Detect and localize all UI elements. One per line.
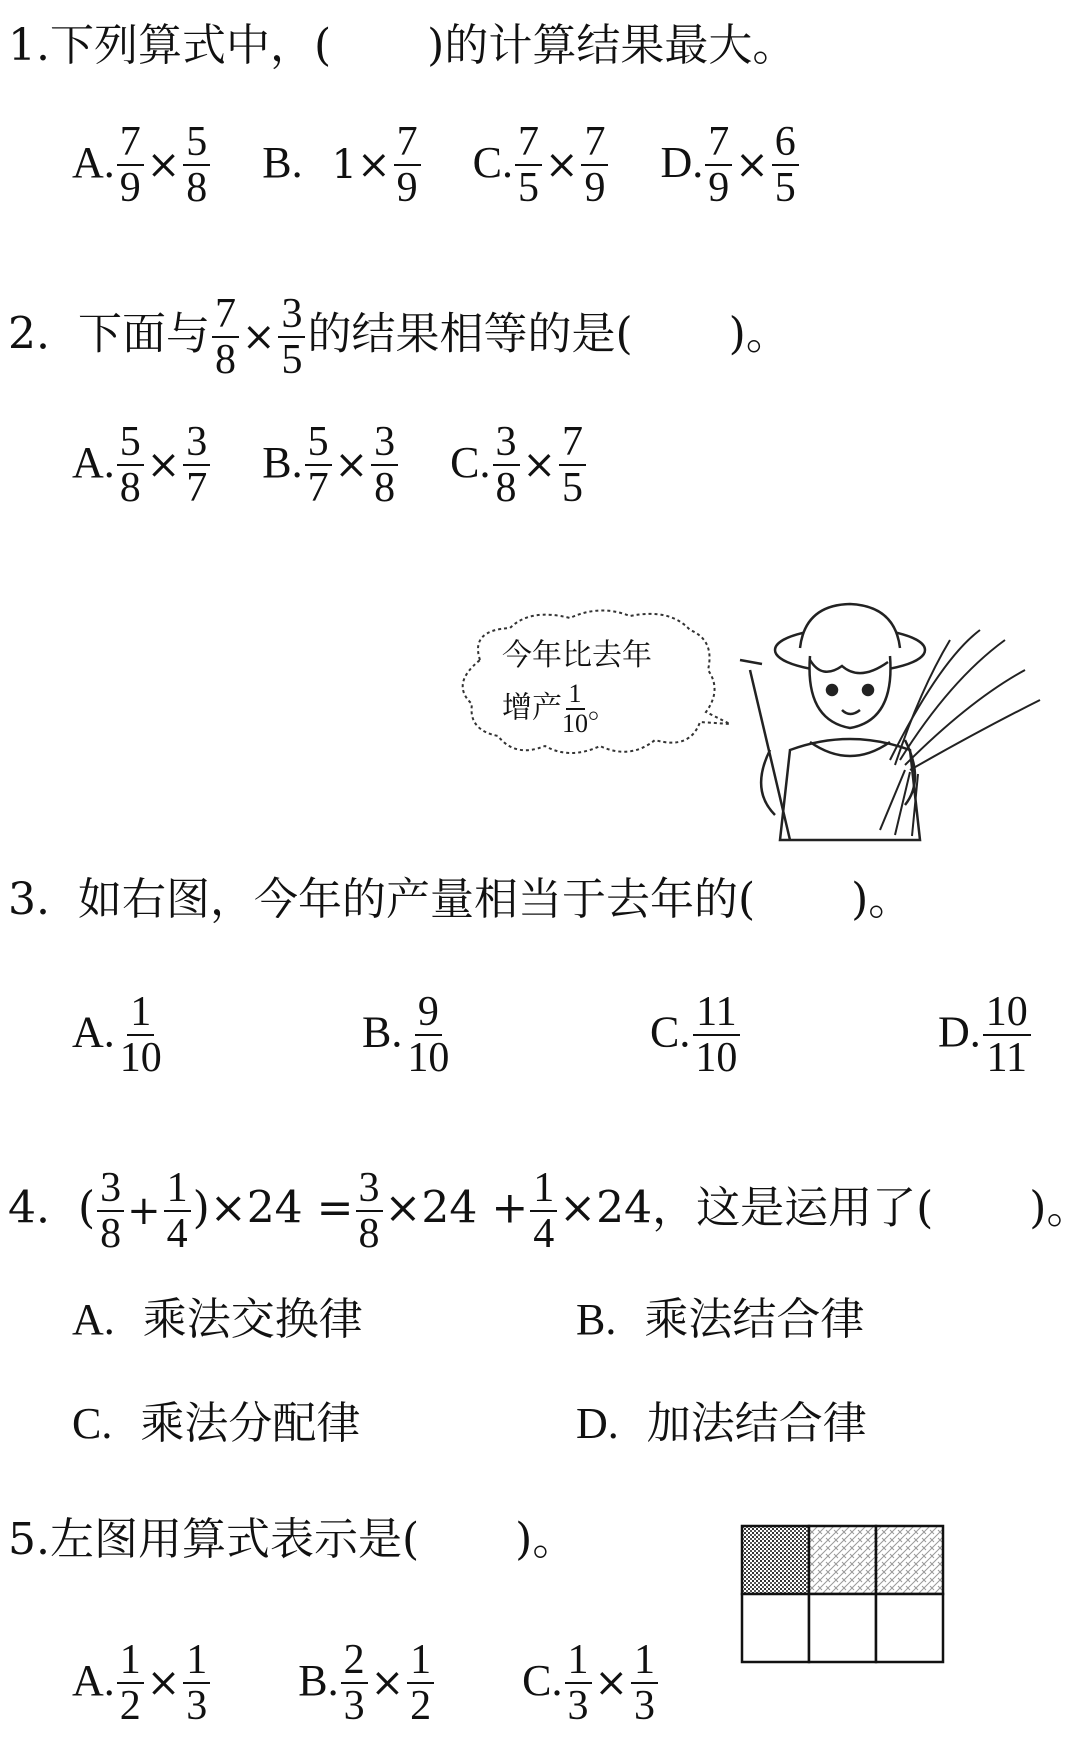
q1-option-a[interactable]: A. $\frac{7}{9}$ × $\frac{5}{8}$ xyxy=(72,137,212,188)
q1-options xyxy=(72,120,801,210)
q5-option-c[interactable]: C. $\frac{1}{3}$ × $\frac{1}{3}$ xyxy=(522,1655,660,1706)
bubble-line-1: 今年比去年 xyxy=(502,638,652,673)
q3-option-b[interactable]: B. $\frac{9}{10}$ xyxy=(362,989,450,1081)
grid-cell-6 xyxy=(876,1594,943,1662)
q5-option-b[interactable]: B. $\frac{2}{3}$ × $\frac{1}{2}$ xyxy=(298,1655,436,1706)
q4-option-b[interactable]: B. 乘法结合律 xyxy=(576,1294,865,1345)
grid-cell-3 xyxy=(876,1526,943,1594)
q2-stem: 2. 下面与 $\frac{7}{8}$ × $\frac{3}{5}$ 的结果相等的是( )。 xyxy=(8,291,790,383)
q5-stem: 5.左图用算式表示是( )。 xyxy=(8,1514,577,1565)
bubble-line-2: 增产 $\frac{1}{10}$ 。 xyxy=(502,679,618,738)
grid-figure xyxy=(740,1524,946,1666)
q3-stem: 3. 如右图，今年的产量相当于去年的( )。 xyxy=(8,874,913,925)
q1-option-d[interactable]: D. $\frac{7}{9}$ × $\frac{6}{5}$ xyxy=(660,137,800,188)
q4-option-c[interactable]: C. 乘法分配律 xyxy=(72,1398,361,1449)
q2-options xyxy=(72,420,588,510)
q3-option-c[interactable]: C. $\frac{11}{10}$ xyxy=(650,990,742,1080)
q2-option-b[interactable]: B. $\frac{5}{7}$ × $\frac{3}{8}$ xyxy=(262,437,400,488)
q4-stem: 4. ( $\frac{3}{8}$ + $\frac{1}{4}$ )×24 = $\frac{3}{8}$ ×24 + $\frac{1}{4}$ ×24，这是运用了( )。 xyxy=(8,1165,1090,1257)
grid-cell-4 xyxy=(742,1594,809,1662)
q3-option-d[interactable]: D. $\frac{10}{11}$ xyxy=(938,990,1033,1080)
q2-option-a[interactable]: A. $\frac{5}{8}$ × $\frac{3}{7}$ xyxy=(72,437,212,488)
grid-cell-5 xyxy=(809,1594,876,1662)
q4-option-d[interactable]: D. 加法结合律 xyxy=(576,1398,867,1449)
q4-option-a[interactable]: A. 乘法交换律 xyxy=(72,1294,363,1345)
farmer-figure xyxy=(740,604,1040,840)
q1-option-b[interactable]: B. 1× $\frac{7}{9}$ xyxy=(262,137,422,188)
q1-stem: 1.下列算式中，( )的计算结果最大。 xyxy=(8,20,797,71)
q5-options xyxy=(72,1638,660,1728)
q2-option-c[interactable]: C. $\frac{3}{8}$ × $\frac{7}{5}$ xyxy=(450,437,588,488)
grid-cell-2 xyxy=(809,1526,876,1594)
q3-option-a[interactable]: A. $\frac{1}{10}$ xyxy=(72,989,162,1081)
grid-cell-1 xyxy=(742,1526,809,1594)
q1-option-c[interactable]: C. $\frac{7}{5}$ × $\frac{7}{9}$ xyxy=(473,137,611,188)
bubble-text xyxy=(502,636,652,738)
q5-option-a[interactable]: A. $\frac{1}{2}$ × $\frac{1}{3}$ xyxy=(72,1655,212,1706)
